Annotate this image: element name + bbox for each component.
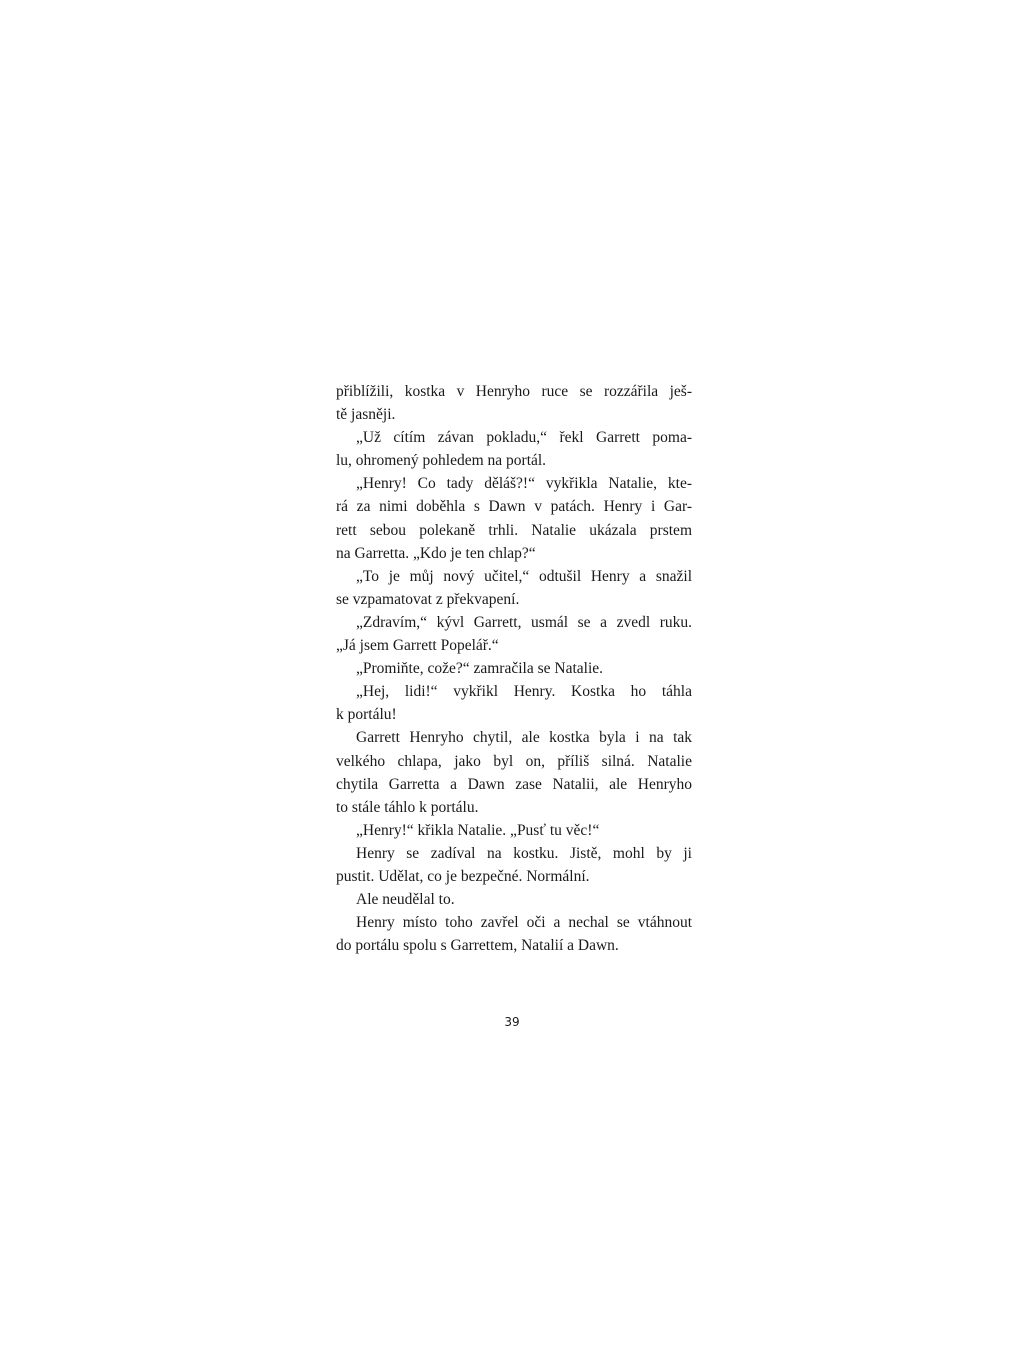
text-line: lu, ohromený pohledem na portál. <box>336 452 547 470</box>
text-line: „Henry!“ křikla Natalie. „Pusť tu věc!“ <box>356 821 600 839</box>
paragraph <box>336 842 692 888</box>
paragraph <box>336 657 692 680</box>
paragraph <box>336 565 692 611</box>
text-line: do portálu spolu s Garrettem, Natalií a Dawn. <box>336 937 619 955</box>
paragraph <box>336 611 692 657</box>
text-line: rett sebou polekaně trhli. Natalie ukázala prstem <box>336 521 692 539</box>
paragraph <box>336 911 692 957</box>
text-line: Ale neudělal to. <box>356 891 455 909</box>
text-line: k portálu! <box>336 706 397 724</box>
text-line: na Garretta. „Kdo je ten chlap?“ <box>336 544 536 562</box>
text-line: přiblížili, kostka v Henryho ruce se rozzářila ješ- <box>336 383 692 400</box>
paragraph <box>336 680 692 726</box>
text-line: „Henry! Co tady děláš?!“ vykřikla Natalie, kte- <box>356 475 692 493</box>
text-line: Henry se zadíval na kostku. Jistě, mohl by ji <box>356 844 692 862</box>
page-number: 39 <box>504 1015 520 1029</box>
paragraph <box>336 726 692 818</box>
text-line: to stále táhlo k portálu. <box>336 798 479 816</box>
text-line: „Promiňte, cože?“ zamračila se Natalie. <box>356 660 604 678</box>
text-line: Garrett Henryho chytil, ale kostka byla i na tak <box>356 729 692 747</box>
text-line: chytila Garretta a Dawn zase Natalii, ale Henryho <box>336 775 692 793</box>
paragraph <box>336 380 692 426</box>
text-line: velkého chlapa, jako byl on, příliš silná. Natalie <box>336 752 692 770</box>
text-line: Henry místo toho zavřel oči a nechal se vtáhnout <box>356 914 692 932</box>
text-line: „Zdravím,“ kývl Garrett, usmál se a zvedl ruku. <box>356 613 692 631</box>
paragraph <box>336 819 692 842</box>
text-line: „Hej, lidi!“ vykřikl Henry. Kostka ho táhla <box>356 683 692 701</box>
paragraph <box>336 472 692 564</box>
text-line: se vzpamatovat z překvapení. <box>336 590 520 608</box>
text-line: pustit. Udělat, co je bezpečné. Normální. <box>336 867 590 885</box>
paragraph <box>336 888 692 911</box>
body-text <box>336 380 692 957</box>
text-line: „Já jsem Garrett Popelář.“ <box>336 637 499 655</box>
paragraph <box>336 426 692 472</box>
text-line: „Už cítím závan pokladu,“ řekl Garrett poma- <box>356 429 692 447</box>
text-line: tě jasněji. <box>336 406 396 424</box>
text-line: rá za nimi doběhla s Dawn v patách. Henry i Gar- <box>336 498 692 516</box>
text-line: „To je můj nový učitel,“ odtušil Henry a snažil <box>356 567 692 585</box>
